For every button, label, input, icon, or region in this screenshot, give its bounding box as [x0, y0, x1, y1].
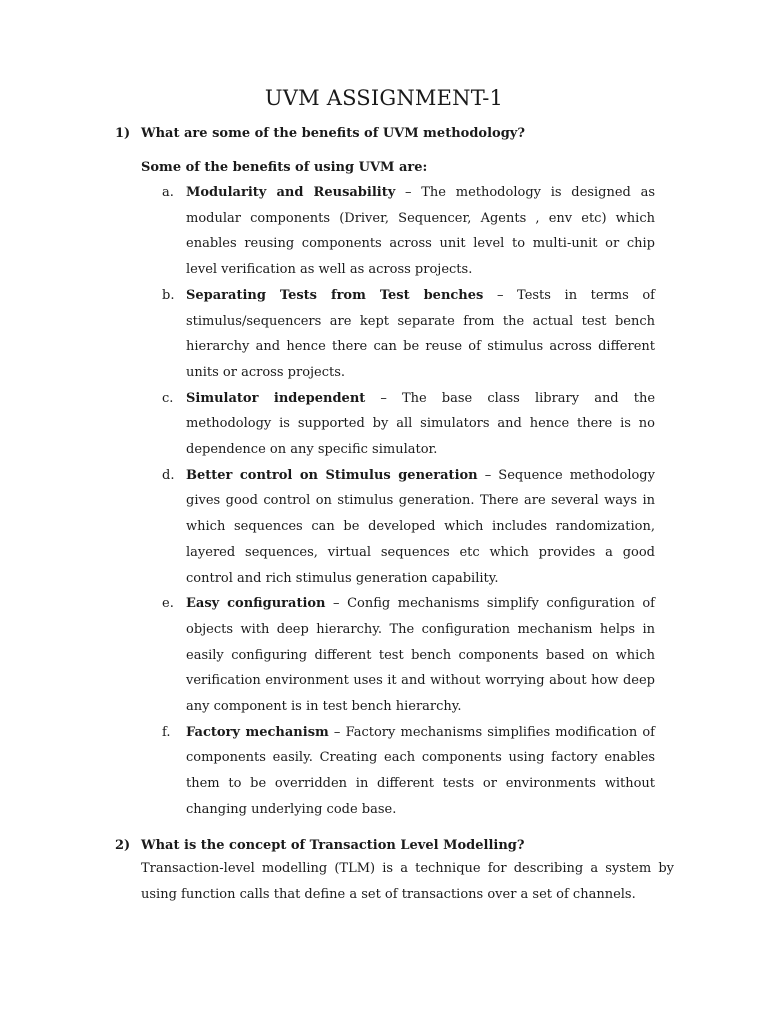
question-2-text: What is the concept of Transaction Level Modelling? — [141, 838, 525, 853]
list-item-body — [186, 283, 655, 386]
list-item-letter: e. — [162, 596, 174, 612]
list-item — [0, 283, 768, 386]
list-item-letter: b. — [162, 287, 175, 303]
list-item-body — [186, 591, 655, 720]
list-item-letter: a. — [162, 185, 174, 200]
list-item — [0, 720, 768, 823]
list-item-heading: Factory mechanism — [186, 724, 329, 740]
list-item — [0, 591, 768, 720]
document-title: UVM ASSIGNMENT-1 — [264, 86, 504, 110]
question-1-text: What are some of the benefits of UVM methodology? — [141, 126, 525, 141]
list-item-heading: Separating Tests from Test benches — [186, 287, 484, 303]
list-item-text: – Config mechanisms simplify configuration of objects with deep hierarchy. The configuration mechanism helps in easily configuring different test bench components based on which verification environment uses it and without worrying about how deep any component is in test bench hierarchy. — [186, 596, 655, 715]
list-item-text: – Sequence methodology gives good control on stimulus generation. There are several ways in which sequences can be developed which includes randomization, layered sequences, virtual sequences etc which provides a good control and rich stimulus generation capability. — [186, 467, 655, 586]
list-item-heading: Better control on Stimulus generation — [186, 467, 478, 483]
benefits-list — [0, 180, 768, 823]
list-item-letter: f. — [162, 724, 171, 740]
list-item-body — [186, 720, 655, 823]
list-item — [0, 463, 768, 592]
list-item-letter: d. — [162, 467, 175, 483]
list-item-text: – Factory mechanisms simplifies modification of components easily. Creating each components using factory enables them to be overridden in different tests or environments without changing underlying code base. — [186, 724, 655, 817]
list-item — [0, 386, 768, 463]
list-item-text: – The base class library and the methodology is supported by all simulators and hence there is no dependence on any specific simulator. — [186, 390, 656, 458]
list-item — [0, 180, 768, 283]
list-item-heading: Easy configuration — [186, 596, 326, 612]
list-item-body — [186, 180, 655, 283]
list-item-letter: c. — [162, 390, 174, 406]
question-1-number: 1) — [115, 126, 131, 141]
list-item-text: – The methodology is designed as modular components (Driver, Sequencer, Agents , env etc) which enables reusing components across unit level to multi-unit or chip level verification as well as across projects. — [186, 185, 656, 278]
question-2-number: 2) — [115, 838, 131, 853]
list-item-heading: Modularity and Reusability — [186, 185, 396, 200]
question-1-intro: Some of the benefits of using UVM are: — [141, 160, 428, 175]
question-2-answer: Transaction-level modelling (TLM) is a technique for describing a system by using function calls that define a set of transactions over a set of channels. — [141, 861, 674, 902]
list-item-body — [186, 386, 655, 463]
list-item-body — [186, 463, 655, 592]
list-item-text: – Tests in terms of stimulus/sequencers are kept separate from the actual test bench hierarchy and hence there can be reuse of stimulus across different units or across projects. — [186, 287, 655, 380]
list-item-heading: Simulator independent — [186, 390, 366, 406]
